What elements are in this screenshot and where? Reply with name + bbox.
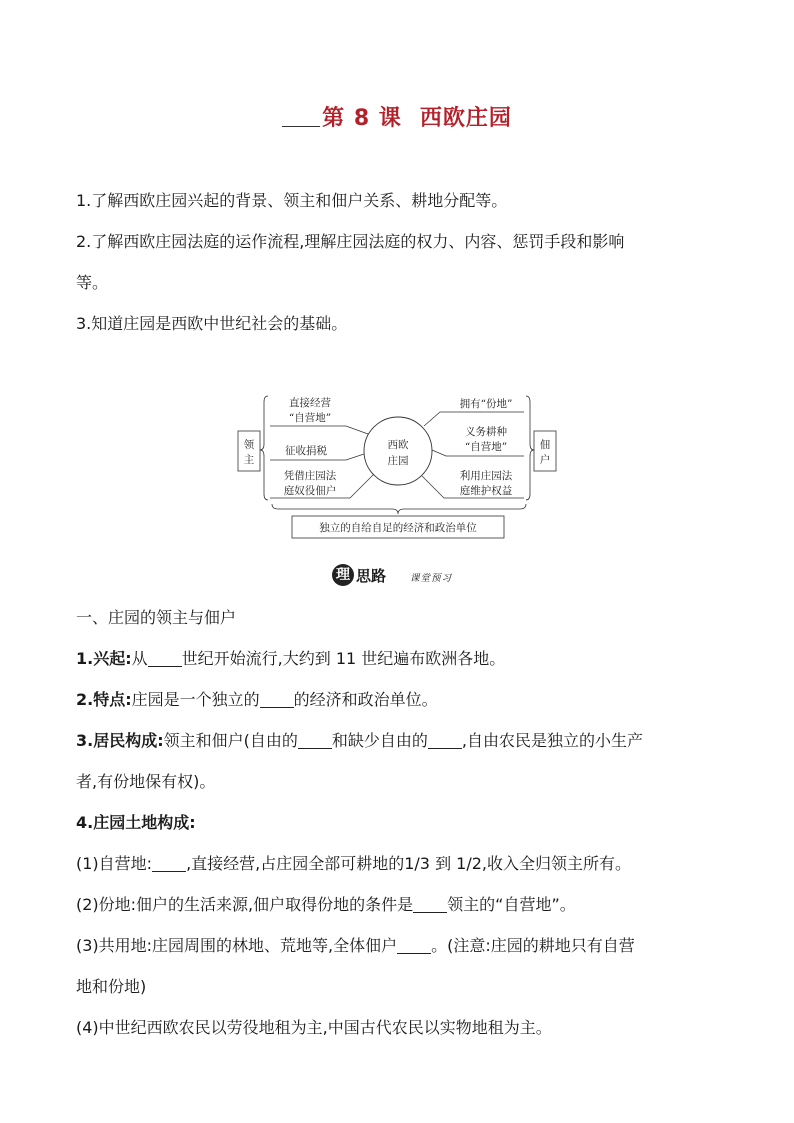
right-line-1 xyxy=(424,412,524,426)
fill-blank[interactable] xyxy=(152,853,186,872)
lesson-number: 第 8 课 xyxy=(322,106,402,131)
lesson-name: 西欧庄园 xyxy=(419,106,512,131)
lord-label-2: 主 xyxy=(243,454,255,466)
fill-blank[interactable] xyxy=(397,935,431,954)
item-3-cont: 者,有份地保有权)。 xyxy=(76,772,216,791)
objective-3: 3.知道庄园是西欧中世纪社会的基础。 xyxy=(76,314,348,333)
left-item-1-line2: “自营地” xyxy=(288,412,332,424)
item-2: 2.特点:庄园是一个独立的 的经济和政治单位。 xyxy=(76,690,438,709)
tenant-label-1: 佃 xyxy=(539,439,551,451)
left-line-1 xyxy=(270,426,368,434)
item-1: 1.兴起:从 世纪开始流行,大约到 11 世纪遍布欧洲各地。 xyxy=(76,649,506,668)
fill-blank[interactable] xyxy=(260,689,294,708)
fill-blank[interactable] xyxy=(298,730,332,749)
fill-blank[interactable] xyxy=(428,730,462,749)
manor-diagram xyxy=(234,388,562,545)
content-body xyxy=(76,597,736,1048)
fill-blank[interactable] xyxy=(413,894,447,913)
right-item-3-line2: 庭维护权益 xyxy=(459,485,513,497)
item-4-3: (3)共用地:庄园周围的林地、荒地等,全体佃户 。(注意:庄园的耕地只有自营 xyxy=(76,936,635,955)
left-item-3-line1: 凭借庄园法 xyxy=(283,470,337,482)
left-item-1-line1: 直接经营 xyxy=(289,397,331,409)
right-item-2-line2: “自营地” xyxy=(464,441,508,453)
title-blank xyxy=(282,108,320,127)
logo-sub: 课堂预习 xyxy=(410,573,453,584)
bottom-label: 独立的自给自足的经济和政治单位 xyxy=(319,522,477,534)
tenant-label-2: 户 xyxy=(539,454,551,466)
logo-main: 思路 xyxy=(356,567,387,585)
page-title xyxy=(0,101,794,132)
center-circle xyxy=(364,417,432,485)
right-item-1: 拥有“份地” xyxy=(459,398,513,410)
objective-1: 1.了解西欧庄园兴起的背景、领主和佃户关系、耕地分配等。 xyxy=(76,191,508,210)
item-4-1: (1)自营地: ,直接经营,占庄园全部可耕地的1/3 到 1/2,收入全归领主所有。 xyxy=(76,854,631,873)
objective-2: 2.了解西欧庄园法庭的运作流程,理解庄园法庭的权力、内容、惩罚手段和影响 xyxy=(76,232,625,251)
item-4-4: (4)中世纪西欧农民以劳役地租为主,中国古代农民以实物地租为主。 xyxy=(76,1018,552,1037)
item-4-3-cont: 地和份地) xyxy=(76,977,147,996)
learning-objectives xyxy=(76,180,736,344)
objective-2-cont: 等。 xyxy=(76,273,109,292)
section-heading: 一、庄园的领主与佃户 xyxy=(76,608,237,627)
right-item-2-line1: 义务耕种 xyxy=(465,426,507,438)
item-3: 3.居民构成:领主和佃户(自由的 和缺少自由的 ,自由农民是独立的小生产 xyxy=(76,731,643,750)
right-brace xyxy=(526,396,534,500)
center-label-2: 庄园 xyxy=(387,455,409,467)
right-item-3-line1: 利用庄园法 xyxy=(459,470,513,482)
bottom-brace xyxy=(272,504,526,514)
center-label-1: 西欧 xyxy=(387,439,409,451)
lord-label-1: 领 xyxy=(243,439,255,451)
section-logo xyxy=(332,564,462,588)
left-item-2: 征收捐税 xyxy=(285,445,327,457)
fill-blank[interactable] xyxy=(148,648,182,667)
left-item-3-line2: 庭奴役佃户 xyxy=(283,485,337,497)
item-4: 4.庄园土地构成: xyxy=(76,813,196,832)
item-4-2: (2)份地:佃户的生活来源,佃户取得份地的条件是 领主的“自营地”。 xyxy=(76,895,576,914)
logo-mark: 理 xyxy=(332,564,354,586)
left-brace xyxy=(260,396,268,500)
